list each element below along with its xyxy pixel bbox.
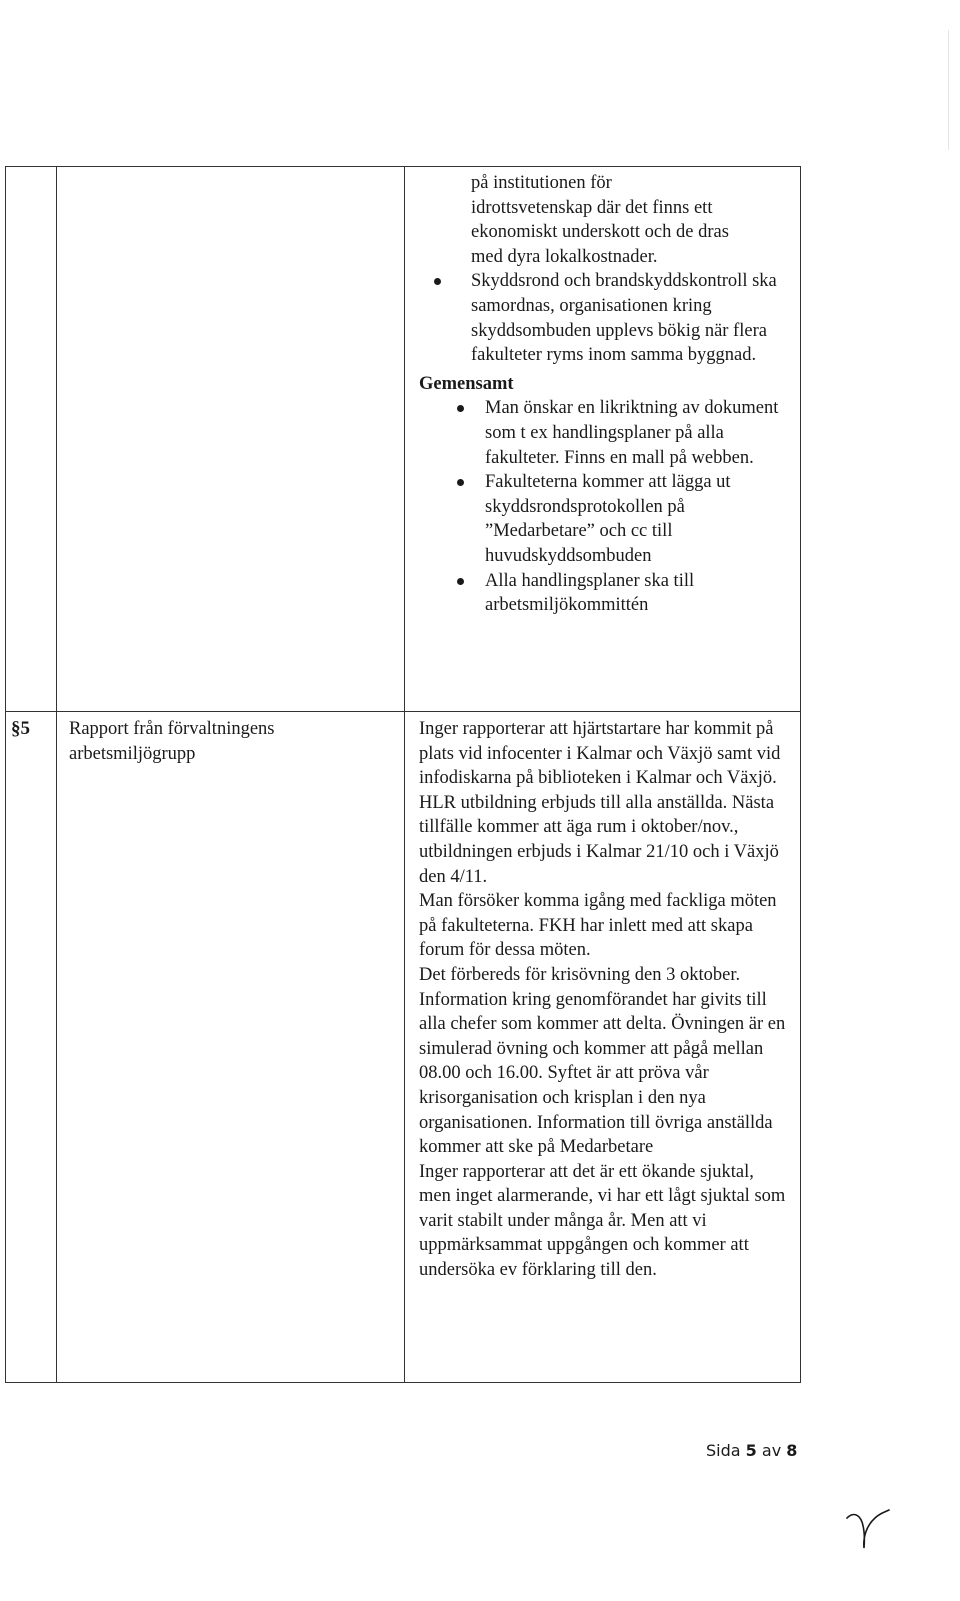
paragraph: Man försöker komma igång med fackliga möten på fakulteterna. FKH har inlett med att skapa forum för dessa möten. — [419, 891, 777, 961]
content-cell — [405, 712, 801, 1383]
minutes-table — [5, 166, 801, 1383]
topic-cell — [57, 712, 405, 1383]
scan-margin-line — [948, 30, 949, 150]
content-cell — [405, 167, 801, 712]
section-number-cell — [6, 712, 57, 1383]
initials-signature — [845, 1508, 891, 1552]
page-label: Sida — [706, 1441, 741, 1460]
page-separator: av — [761, 1441, 782, 1460]
paragraph: Det förbereds för krisövning den 3 oktober. — [419, 964, 741, 985]
section-number: §5 — [11, 718, 30, 739]
bullet-text: Skyddsrond och brandskyddskontroll ska samordnas, organisationen kring skyddsombuden upplevs bökig när flera fakulteter ryms inom samma byggnad. — [471, 271, 777, 366]
text-line: idrottsvetenskap där det finns ett — [471, 197, 713, 218]
page-number — [706, 1441, 797, 1460]
bullet-text: Man önskar en likriktning av dokument som t ex handlingsplaner på alla fakulteter. Finns en mall på webben. — [485, 398, 779, 468]
bullet-text: Fakulteterna kommer att lägga ut skyddsrondsprotokollen på ”Medarbetare” och cc till huvudskyddsombuden — [485, 472, 731, 566]
topic-title: Rapport från förvaltningens arbetsmiljögrupp — [69, 719, 275, 764]
bullet-list-first — [419, 269, 792, 367]
table-row — [6, 167, 801, 712]
list-item — [419, 470, 792, 568]
text-line: ekonomiskt underskott och de dras — [471, 222, 729, 243]
list-item — [419, 569, 792, 618]
text-line: med dyra lokalkostnader. — [471, 246, 658, 267]
continued-text — [419, 171, 792, 269]
bullet-text: Alla handlingsplaner ska till arbetsmiljökommittén — [485, 570, 695, 616]
text-line: på institutionen för — [471, 173, 612, 193]
bullet-list-common — [419, 396, 792, 617]
list-item — [419, 396, 792, 470]
list-item — [419, 269, 792, 367]
section-number-cell — [6, 167, 57, 712]
paragraph: Inger rapporterar att hjärtstartare har kommit på plats vid infocenter i Kalmar och Växjö samt vid infodiskarna på biblioteken i Kalmar och Växjö. HLR utbildning erbjuds till alla anställda. Nästa tillfälle kommer att äga rum i oktober/nov., utbildningen erbjuds i Kalmar 21/10 och i Växjö den 4/11. — [419, 719, 781, 887]
topic-cell — [57, 167, 405, 712]
paragraph: Information kring genomförandet har givits till alla chefer som kommer att delta. Övningen är en simulerad övning och kommer att pågå mellan 08.00 och 16.00. Syftet är att pröva vår krisorganisation och krisplan i den nya organisationen. Information till övriga anställda kommer att ske på Medarbetare — [419, 989, 786, 1158]
total-pages: 8 — [786, 1441, 798, 1460]
current-page: 5 — [745, 1441, 757, 1460]
section-heading: Gemensamt — [419, 373, 514, 394]
paragraph: Inger rapporterar att det är ett ökande sjuktal, men inget alarmerande, vi har ett lågt sjuktal som varit stabilt under många år. Men att vi uppmärksammat uppgången och kommer att undersöka ev förklaring till den. — [419, 1161, 786, 1281]
table-row — [6, 712, 801, 1383]
